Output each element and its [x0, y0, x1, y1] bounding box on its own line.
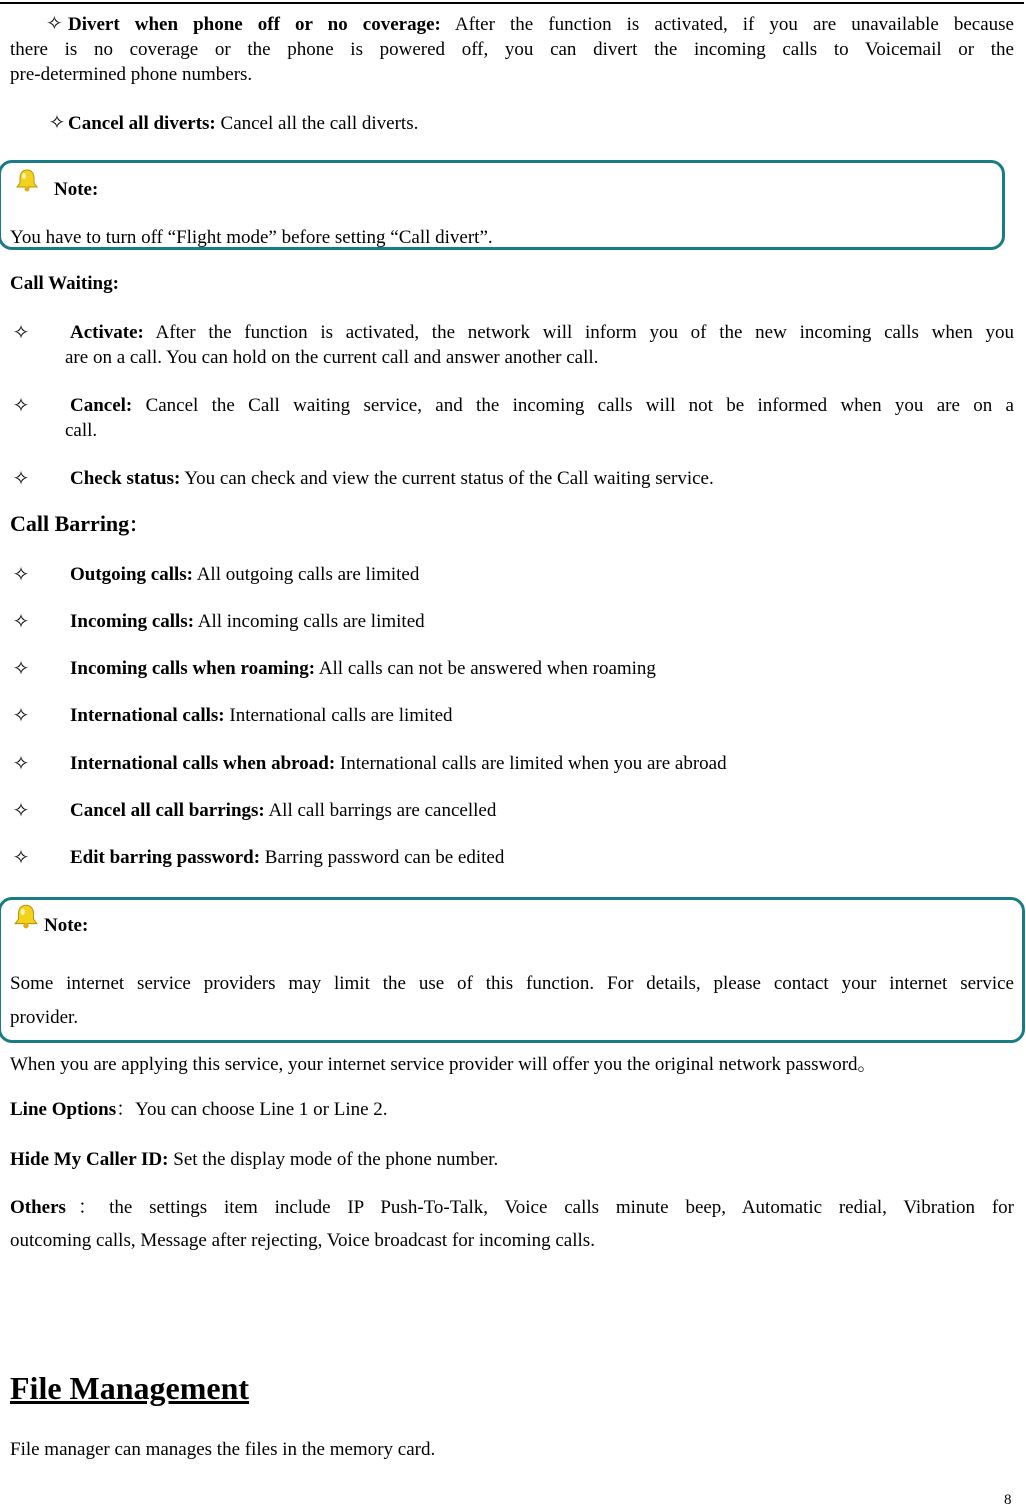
- cb-item-incoming: Incoming calls: All incoming calls are limited: [70, 611, 425, 632]
- file-management-heading: File Management: [10, 1370, 250, 1406]
- note2-line1: Some internet service providers may limit the use of this function. For details, please contact your internet service: [10, 973, 1014, 994]
- cb-item-outgoing: Outgoing calls: All outgoing calls are limited: [70, 564, 420, 585]
- cw-activate-line1: Activate: After the function is activated, the network will inform you of the new incoming calls when you: [70, 322, 1014, 343]
- cw-cancel-line1: Cancel: Cancel the Call waiting service, and the incoming calls will not be informed when you are on a: [70, 395, 1014, 416]
- note-box-isp: [0, 897, 1025, 1043]
- cancel-diverts-line: ✧ Cancel all diverts: Cancel all the call diverts.: [46, 112, 418, 136]
- cb-item-international: International calls: International calls are limited: [70, 705, 453, 726]
- diamond-icon: ✧: [12, 847, 30, 869]
- cb-item-incoming-roaming: Incoming calls when roaming: All calls can not be answered when roaming: [70, 658, 656, 679]
- diamond-icon: ✧: [12, 658, 30, 680]
- divert-off-line2: there is no coverage or the phone is powered off, you can divert the incoming calls to Voicemail or the: [10, 39, 1014, 60]
- note1-text: You have to turn off “Flight mode” before setting “Call divert”.: [10, 227, 493, 248]
- cb-item-edit-password: Edit barring password: Barring password can be edited: [70, 847, 505, 868]
- note1-title: Note:: [54, 179, 99, 200]
- others-line2: outcoming calls, Message after rejecting, Voice broadcast for incoming calls.: [10, 1230, 595, 1251]
- line-options: Line Options：You can choose Line 1 or Line 2.: [10, 1099, 388, 1120]
- file-management-text: File manager can manages the files in the memory card.: [10, 1439, 436, 1460]
- bell-icon: [14, 167, 40, 193]
- divert-off-line1: ✧ Divert when phone off or no coverage: After the function is activated, if you are unavailable because: [46, 13, 1014, 35]
- cw-activate-line2: are on a call. You can hold on the current call and answer another call.: [65, 347, 599, 368]
- diamond-icon: ✧: [12, 611, 30, 633]
- note2-title: Note:: [44, 915, 89, 936]
- hide-caller-id: Hide My Caller ID: Set the display mode of the phone number.: [10, 1149, 499, 1170]
- cw-cancel-line2: call.: [65, 420, 98, 441]
- divert-off-line3: pre-determined phone numbers.: [10, 64, 253, 85]
- diamond-icon: ✧: [12, 322, 30, 344]
- diamond-icon: ✧: [12, 753, 30, 775]
- bell-icon: [12, 902, 40, 930]
- others-line1: Others：the settings item include IP Push-To-Talk, Voice calls minute beep, Automatic redial, Vibration for: [10, 1197, 1014, 1218]
- note2-line2: provider.: [10, 1007, 79, 1028]
- diamond-icon: ✧: [12, 705, 30, 727]
- call-waiting-heading: Call Waiting:: [10, 273, 119, 294]
- diamond-icon: ✧: [46, 13, 63, 35]
- call-barring-heading: Call Barring：: [10, 511, 149, 536]
- password-text: When you are applying this service, your internet service provider will offer you the original network password。: [10, 1054, 877, 1075]
- top-rule: [0, 2, 1024, 4]
- diamond-icon: ✧: [12, 800, 30, 822]
- diamond-icon: ✧: [12, 395, 30, 417]
- page-number: 8: [1004, 1492, 1012, 1508]
- cb-item-cancel-all: Cancel all call barrings: All call barrings are cancelled: [70, 800, 497, 821]
- diamond-icon: ✧: [12, 468, 30, 490]
- diamond-icon: ✧: [48, 112, 66, 134]
- diamond-icon: ✧: [12, 564, 30, 586]
- cb-item-international-abroad: International calls when abroad: International calls are limited when you are abroad: [70, 753, 727, 774]
- cw-check-status: Check status: You can check and view the current status of the Call waiting service.: [70, 468, 714, 489]
